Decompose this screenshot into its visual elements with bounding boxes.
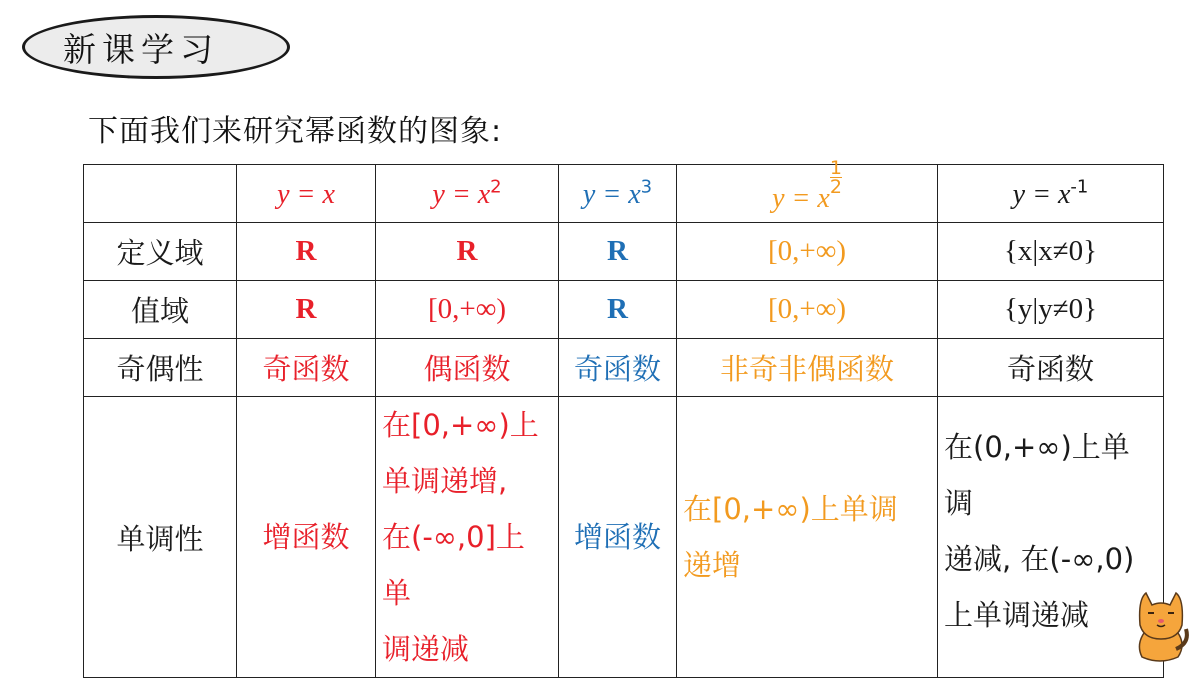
row-label-range: 值域 <box>84 281 237 339</box>
section-badge <box>22 15 290 79</box>
parity-cell-4: 非奇非偶函数 <box>677 339 938 397</box>
monotonicity-cell-1: 增函数 <box>237 397 376 678</box>
cat-mascot-icon <box>1132 585 1190 663</box>
range-cell-1: R <box>237 281 376 339</box>
row-domain <box>84 223 1164 281</box>
domain-cell-3: R <box>559 223 677 281</box>
range-cell-5: {y|y≠0} <box>938 281 1164 339</box>
row-label-domain: 定义域 <box>84 223 237 281</box>
domain-cell-2: R <box>376 223 559 281</box>
half-exponent: $\frac{1}{2}$ <box>829 156 842 198</box>
power-function-table <box>83 156 1164 678</box>
range-cell-4: [0,+∞) <box>677 281 938 339</box>
monotonicity-cell-4: 在[0,+∞)上单调 递增 <box>677 397 938 678</box>
monotonicity-cell-2: 在[0,+∞)上 单调递增, 在(-∞,0]上单 调递减 <box>376 397 559 678</box>
range-cell-3: R <box>559 281 677 339</box>
column-header-y-x-half: y = x $\frac{1}{2}$ <box>677 165 938 223</box>
monotonicity-cell-5: 在(0,+∞)上单调 递减, 在(-∞,0) 上单调递减 <box>938 397 1164 678</box>
column-header-y-x3: $y = x^3$ <box>559 165 677 223</box>
parity-cell-1: 奇函数 <box>237 339 376 397</box>
header-row <box>84 165 1164 223</box>
corner-cell <box>84 165 237 223</box>
column-header-y-x2: $y = x^2$ <box>376 165 559 223</box>
row-range <box>84 281 1164 339</box>
domain-cell-4: [0,+∞) <box>677 223 938 281</box>
row-label-parity: 奇偶性 <box>84 339 237 397</box>
parity-cell-5: 奇函数 <box>938 339 1164 397</box>
column-header-y-x-inverse: $y = x^{-1}$ <box>938 165 1164 223</box>
intro-text: 下面我们来研究幂函数的图象: <box>88 114 503 149</box>
row-label-monotonicity: 单调性 <box>84 397 237 678</box>
parity-cell-2: 偶函数 <box>376 339 559 397</box>
range-cell-2: [0,+∞) <box>376 281 559 339</box>
row-parity <box>84 339 1164 397</box>
column-header-y-x: y = x <box>237 165 376 223</box>
section-badge-label: 新课学习 <box>63 29 219 69</box>
parity-cell-3: 奇函数 <box>559 339 677 397</box>
domain-cell-1: R <box>237 223 376 281</box>
domain-cell-5: {x|x≠0} <box>938 223 1164 281</box>
row-monotonicity <box>84 397 1164 678</box>
monotonicity-cell-3: 增函数 <box>559 397 677 678</box>
